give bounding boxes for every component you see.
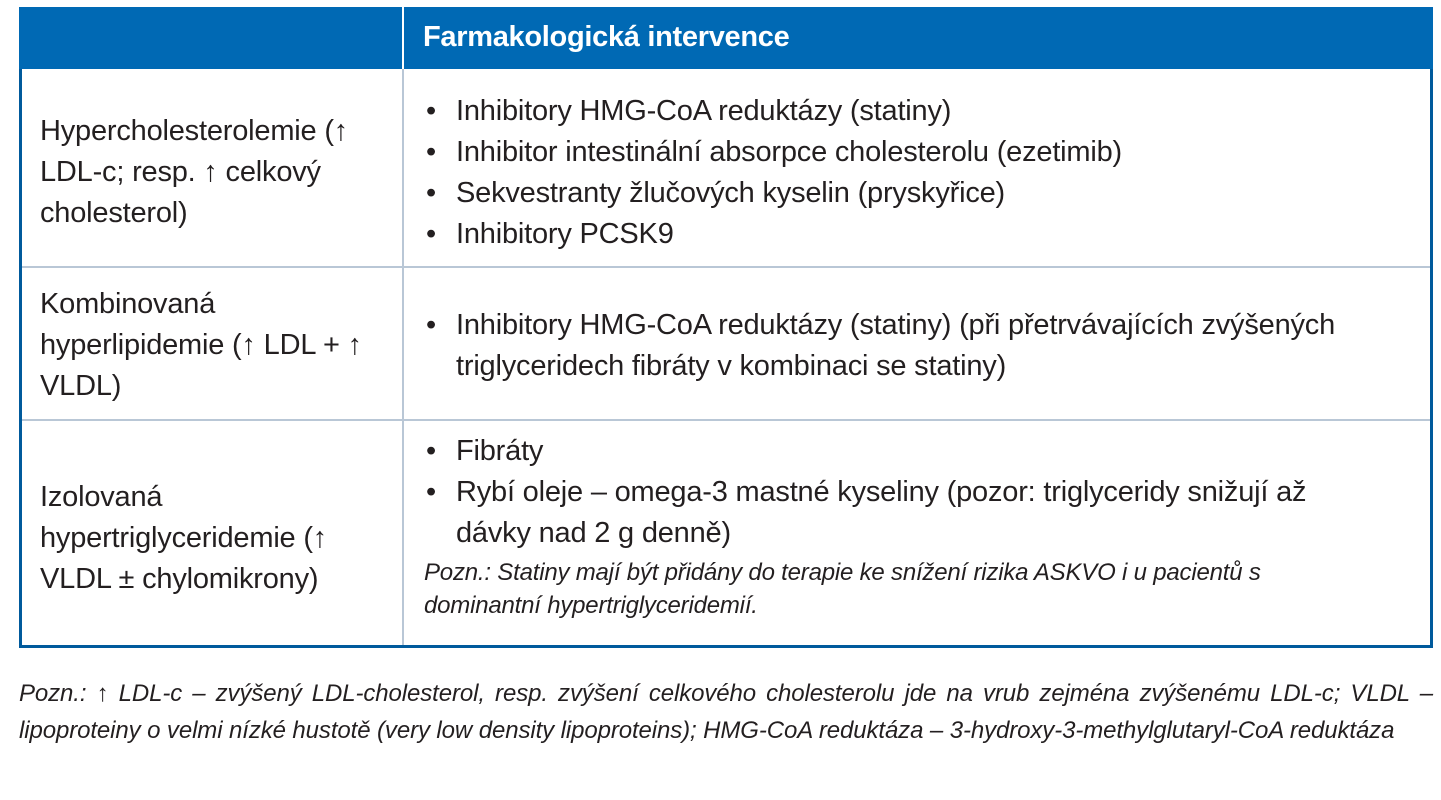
- list-item: • Inhibitory HMG-CoA reduktázy (statiny) (při přetrvávajících zvýšených triglyceridech fibráty v kombinaci se statiny): [424, 305, 1414, 387]
- table-row: [22, 268, 1430, 421]
- condition-cell: Hypercholesterolemie (↑ LDL-c; resp. ↑ celkový cholesterol): [40, 115, 349, 229]
- header-title: Farmakologická intervence: [423, 21, 790, 53]
- list-item: • Fibráty: [424, 431, 1384, 472]
- condition-cell: Kombinovaná hyperlipidemie (↑ LDL + ↑ VLDL): [40, 288, 362, 402]
- table-footnote: Pozn.: ↑ LDL-c – zvýšený LDL-cholesterol, resp. zvýšení celkového cholesterolu jde na vrub zejména zvýšenému LDL-c; VLDL – lipoproteiny o velmi nízké hustotě (very low density lipoproteins); HMG-CoA reduktáza – 3-hydroxy-3-methylglutaryl-CoA reduktáza: [19, 680, 1433, 744]
- intervention-list: [424, 305, 1414, 387]
- lipid-therapy-table: [19, 7, 1433, 648]
- list-item: • Inhibitor intestinální absorpce cholesterolu (ezetimib): [424, 132, 1424, 173]
- header-divider: [402, 7, 404, 69]
- list-item: • Inhibitory PCSK9: [424, 214, 1424, 255]
- row-note: Pozn.: Statiny mají být přidány do terapie ke snížení rizika ASKVO i u pacientů s dominantní hypertriglyceridemií.: [424, 559, 1261, 619]
- condition-cell: Izolovaná hypertriglyceridemie (↑ VLDL ± chylomikrony): [40, 481, 328, 595]
- intervention-cell: [424, 305, 1414, 387]
- list-item: • Inhibitory HMG-CoA reduktázy (statiny): [424, 91, 1424, 132]
- intervention-list: [424, 91, 1424, 255]
- intervention-cell: [424, 431, 1384, 622]
- intervention-cell: [424, 91, 1424, 255]
- list-item: • Sekvestranty žlučových kyselin (pryskyřice): [424, 173, 1424, 214]
- intervention-list: [424, 431, 1384, 554]
- table-row: [22, 69, 1430, 268]
- list-item: • Rybí oleje – omega-3 mastné kyseliny (pozor: triglyceridy snižují až dávky nad 2 g denně): [424, 472, 1384, 554]
- table-row: [22, 421, 1430, 645]
- table-header: [19, 7, 1433, 69]
